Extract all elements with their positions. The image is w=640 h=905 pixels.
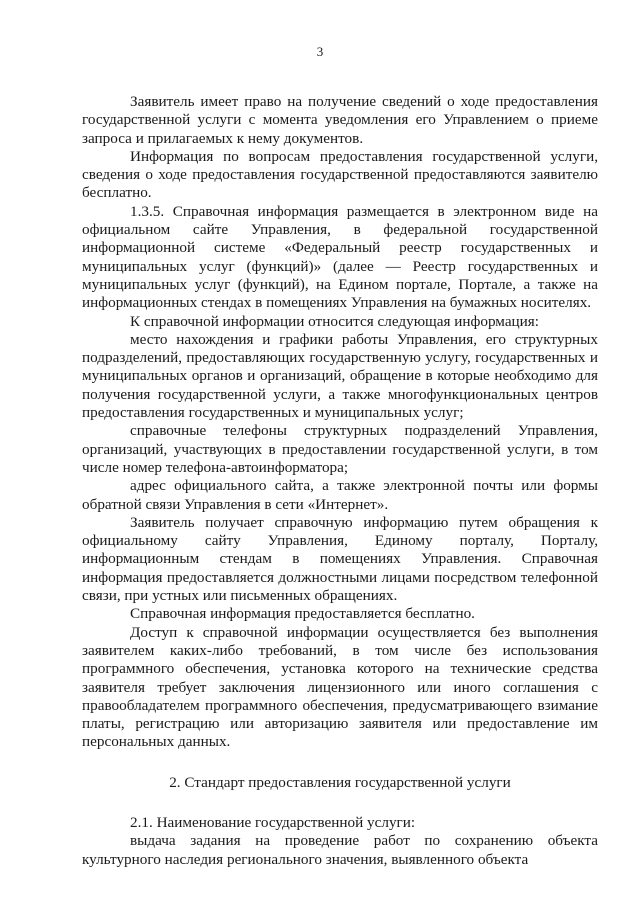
page-number: 3 bbox=[316, 44, 324, 59]
paragraph: К справочной информации относится следующая информация: bbox=[130, 312, 540, 330]
subsection-title: 2.1. Наименование государственной услуги: bbox=[130, 813, 416, 831]
paragraph: справочные телефоны структурных подразделений Управления, организаций, участвующих в предоставлении государственной услуги, в том числе номер телефона-автоинформатора; bbox=[82, 422, 598, 476]
paragraph: Справочная информация предоставляется бесплатно. bbox=[130, 605, 475, 623]
paragraph: 1.3.5. Справочная информация размещается в электронном виде на официальном сайте Управления, в федеральной государственной информационной системе «Федеральный реестр государственных и муниципальных услуг (функций)» (далее — Реестр государственных и муниципальных услуг (функций), на Едином портале, Портале, а также на информационных стендах в помещениях Управления на бумажных носителях. bbox=[82, 202, 598, 312]
paragraph: адрес официального сайта, а также электронной почты или формы обратной связи Управления в сети «Интернет». bbox=[82, 477, 598, 513]
paragraph: Заявитель получает справочную информацию путем обращения к официальному сайту Управления, Единому порталу, Порталу, информационным стендам в помещениях Управления. Справочная информация предоставляется должностными лицами посредством телефонной связи, при устных или письменных обращениях. bbox=[82, 513, 598, 605]
paragraph: Доступ к справочной информации осуществляется без выполнения заявителем каких-либо требований, в том числе без использования программного обеспечения, установка которого на технические средства заявителя требует заключения лицензионного или иного соглашения с правообладателем программного обеспечения, предусматривающего взимание платы, регистрацию или авторизацию заявителя или предоставление им персональных данных. bbox=[82, 623, 598, 751]
section-heading: 2. Стандарт предоставления государственной услуги bbox=[169, 773, 511, 791]
paragraph: место нахождения и графики работы Управления, его структурных подразделений, предоставляющих государственную услугу, государственных и муниципальных органов и организаций, обращение в которые необходимо для получения государственной услуги, а также многофункциональных центров предоставления государственных и муниципальных услуг; bbox=[82, 330, 598, 422]
document-body bbox=[82, 93, 598, 869]
paragraph: Информация по вопросам предоставления государственной услуги, сведения о ходе предоставления государственной предоставляются заявителю бесплатно. bbox=[82, 147, 598, 202]
paragraph: выдача задания на проведение работ по сохранению объекта культурного наследия регионального значения, выявленного объекта bbox=[82, 832, 598, 868]
paragraph: Заявитель имеет право на получение сведений о ходе предоставления государственной услуги с момента уведомления его Управлением о приеме запроса и прилагаемых к нему документов. bbox=[82, 93, 598, 147]
